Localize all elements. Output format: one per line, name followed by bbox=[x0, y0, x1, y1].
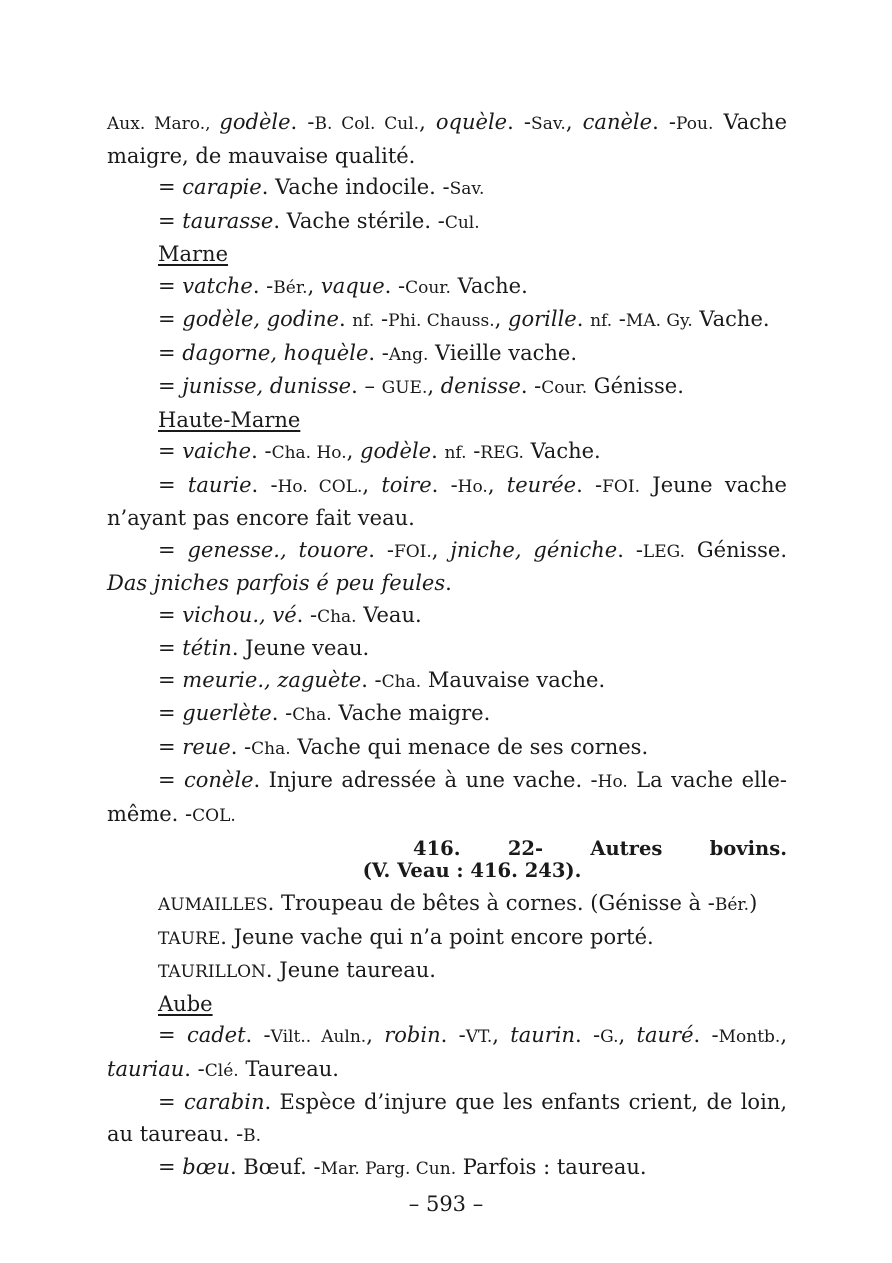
text-line: maigre, de mauvaise qualité. bbox=[107, 143, 416, 168]
region-heading-marne: Marne bbox=[158, 242, 229, 266]
text-line: = cadet. -Vilt.. Auln., robin. -VT., taurin. -G., tauré. -Montb., bbox=[158, 1023, 788, 1047]
text-line: = tétin. Jeune veau. bbox=[158, 636, 370, 660]
text-line: tauriau. -Clé. Taureau. bbox=[107, 1056, 339, 1081]
text-line: = godèle, godine. nf. -Phi. Chauss., gorille. nf. -MA. Gy. Vache. bbox=[158, 307, 770, 331]
text-line: TAURE. Jeune vache qui n’a point encore porté. bbox=[158, 924, 654, 949]
region-heading-aube: Aube bbox=[158, 991, 213, 1016]
page-number: – 593 – bbox=[408, 1192, 484, 1216]
text-line: = meurie., zaguète. -Cha. Mauvaise vache. bbox=[158, 667, 606, 692]
page-body bbox=[107, 107, 787, 1186]
text-line: au taureau. -B. bbox=[107, 1121, 262, 1146]
text-line: = vaiche. -Cha. Ho., godèle. nf. -REG. Vache. bbox=[158, 439, 601, 463]
text-line: = carapie. Vache indocile. -Sav. bbox=[158, 175, 485, 199]
text-line: TAURILLON. Jeune taureau. bbox=[158, 958, 436, 982]
text-line: = carabin. Espèce d’injure que les enfants crient, de loin, bbox=[158, 1090, 787, 1114]
text-line: = conèle. Injure adressée à une vache. -Ho. La vache elle- bbox=[158, 768, 787, 792]
region-heading-haute-marne: Haute-Marne bbox=[158, 407, 301, 432]
text-line: Das jniches parfois é peu feules. bbox=[107, 571, 452, 595]
text-line: = junisse, dunisse. – GUE., denisse. -Cour. Génisse. bbox=[158, 374, 684, 398]
text-line: n’ayant pas encore fait veau. bbox=[107, 506, 415, 530]
text-line: = vatche. -Bér., vaque. -Cour. Vache. bbox=[158, 273, 528, 298]
text-line: AUMAILLES. Troupeau de bêtes à cornes. (Génisse à -Bér.) bbox=[158, 891, 758, 915]
text-line: même. -COL. bbox=[107, 801, 236, 826]
text-line: = taurasse. Vache stérile. -Cul. bbox=[158, 208, 480, 233]
text-line: = reue. -Cha. Vache qui menace de ses cornes. bbox=[158, 734, 649, 759]
section-subtitle: (V. Veau : 416. 243). bbox=[362, 859, 582, 882]
text-line: = dagorne, hoquèle. -Ang. Vieille vache. bbox=[158, 340, 577, 365]
text-line: = taurie. -Ho. COL., toire. -Ho., teurée. -FOI. Jeune vache bbox=[158, 472, 787, 497]
text-line: = vichou., vé. -Cha. Veau. bbox=[158, 602, 422, 627]
text-line: = genesse., touore. -FOI., jniche, géniche. -LEG. Génisse. bbox=[158, 537, 787, 562]
text-line: = guerlète. -Cha. Vache maigre. bbox=[158, 701, 491, 725]
section-title: 416. 22- Autres bovins. bbox=[413, 837, 787, 860]
text-line: = bœu. Bœuf. -Mar. Parg. Cun. Parfois : taureau. bbox=[158, 1155, 647, 1179]
text-line: Aux. Maro., godèle. -B. Col. Cul., oquèle. -Sav., canèle. -Pou. Vache bbox=[107, 110, 787, 134]
